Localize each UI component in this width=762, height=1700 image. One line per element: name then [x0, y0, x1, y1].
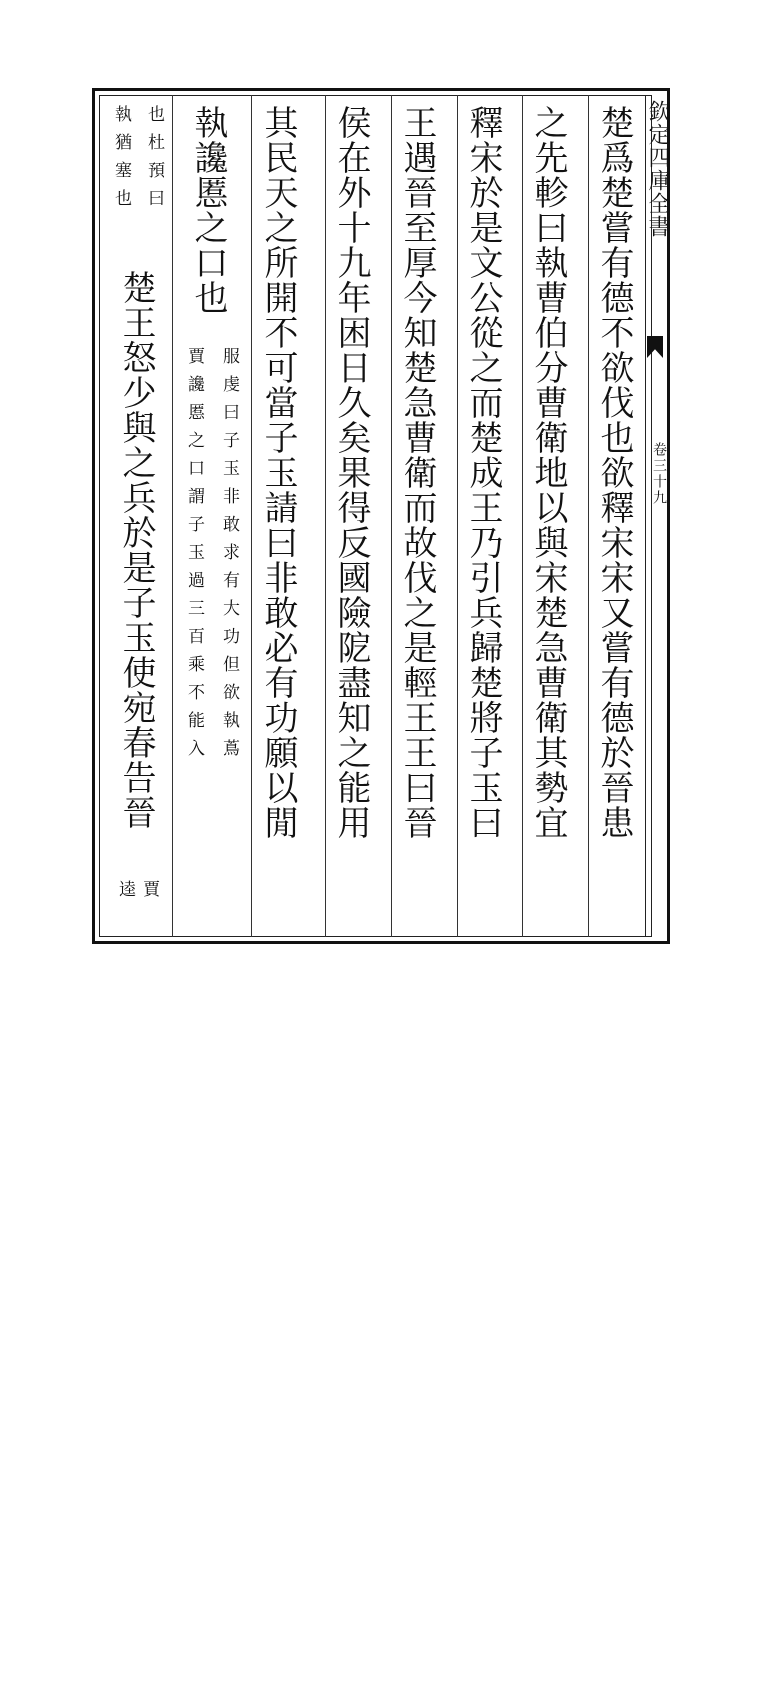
column-rule [588, 95, 589, 937]
column-rule [325, 95, 326, 937]
annotation-line: 也杜預曰 [144, 105, 164, 217]
annotation-line: 賈 [139, 880, 159, 908]
column-rule [172, 95, 173, 937]
text-column-8: 楚王怒少與之兵於是子玉使宛春告晉 [116, 270, 156, 830]
annotation-line: 賈讒慝之口謂子玉過三百乘不能入 [184, 347, 204, 767]
column-rule [391, 95, 392, 937]
text-column-2: 之先軫曰執曹伯分曹衛地以與宋楚急曹衛其勢宜 [528, 105, 568, 840]
book-title: 欽定四庫全書 [645, 100, 670, 238]
annotation-line: 服虔曰子玉非敢求有大功但欲執蔦 [219, 347, 239, 767]
column-rule [522, 95, 523, 937]
text-column-5: 侯在外十九年困日久矣果得反國險阸盡知之能用 [331, 105, 371, 840]
column-rule [251, 95, 252, 937]
text-column-6: 其民天之所開不可當子玉請曰非敢必有功願以閒 [258, 105, 298, 840]
text-column-7: 執讒慝之口也 [188, 105, 228, 315]
text-column-4: 王遇晉至厚今知楚急曹衛而故伐之是輕王王曰晉 [397, 105, 437, 840]
column-rule [457, 95, 458, 937]
text-column-1: 楚爲楚嘗有德不欲伐也欲釋宋宋又嘗有德於晉患 [594, 105, 634, 840]
annotation-line: 執猶塞也 [111, 105, 131, 217]
text-column-3: 釋宋於是文公從之而楚成王乃引兵歸楚將子玉曰 [463, 105, 503, 840]
annotation-line: 逵 [115, 880, 135, 908]
volume-number: 卷三十九 [651, 442, 667, 506]
page-frame-inner [99, 95, 652, 937]
